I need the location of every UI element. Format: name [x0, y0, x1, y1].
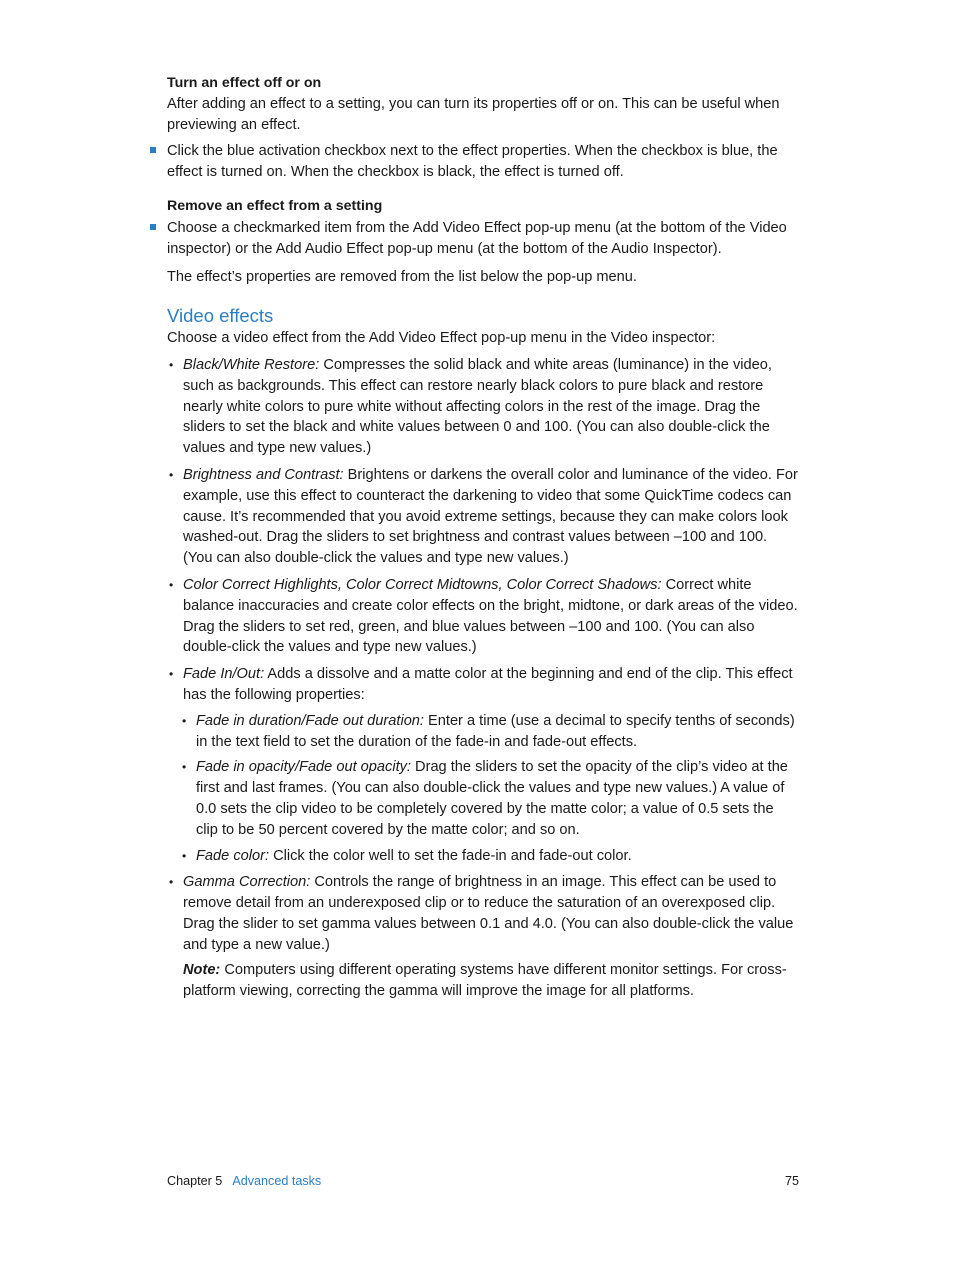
fade-properties-list — [182, 711, 799, 867]
footer-chapter: Chapter 5 — [167, 1174, 223, 1188]
effect-description: Compresses the solid black and white areas (luminance) in the video, such as backgrounds. This effect can restore nearly black colors to pure black and restore nearly white colors to pure white without affecting colors in the rest of the image. Drag the sliders to set the black and white values between 0 and 100. (You can also double-click the values and type new values.) — [183, 356, 772, 457]
list-item: • Gamma Correction: Controls the range of brightness in an image. This effect can be used to remove detail from an underexposed clip or to reduce the saturation of an overexposed clip. Drag the slider to set gamma values between 0.1 and 4.0. (You can also double-click the value and type a new value.) Note: Computers using different operating systems have different monitor settings. For cross-platform viewing, correcting the gamma will improve the image for all platforms. — [183, 872, 799, 1002]
property-description: Click the color well to set the fade-in and fade-out color. — [269, 847, 632, 864]
page-content — [167, 73, 799, 1002]
effect-term: Color Correct Highlights, Color Correct Midtowns, Color Correct Shadows: — [183, 576, 662, 593]
remove-effect-result: The effect’s properties are removed from the list below the pop-up menu. — [167, 269, 637, 286]
video-effects-list — [169, 355, 799, 1002]
list-item: • Black/White Restore: Compresses the solid black and white areas (luminance) in the video, such as backgrounds. This effect can restore nearly black colors to pure black and restore nearly white colors to pure white without affecting colors in the rest of the image. Drag the sliders to set the black and white values between 0 and 100. (You can also double-click the values and type new values.) — [169, 356, 772, 457]
list-item: • Color Correct Highlights, Color Correct Midtowns, Color Correct Shadows: Correct white balance inaccuracies and create color effects on the bright, midtone, or dark areas of the video. Drag the sliders to set red, green, and blue values between –100 and 100. (You can also double-click the values and type new values.) — [169, 576, 798, 656]
list-item: • Brightness and Contrast: Brightens or darkens the overall color and luminance of the video. For example, use this effect to counteract the darkening to video that some QuickTime codecs can cause. It’s recommended that you avoid extreme settings, because they can make colors look washed-out. Drag the sliders to set brightness and contrast values between –100 and 100. (You can also double-click the values and type new values.) — [169, 466, 798, 567]
note-label: Note: — [183, 962, 221, 979]
property-term: Fade in opacity/Fade out opacity: — [196, 759, 411, 776]
turn-effect-heading: Turn an effect off or on — [167, 75, 322, 91]
effect-description: Brightens or darkens the overall color and luminance of the video. For example, use this effect to counteract the darkening to video that some QuickTime codecs can cause. It’s recommended that you avoid extreme settings, because they can make colors look washed-out. Drag the sliders to set brightness and contrast values between –100 and 100. (You can also double-click the values and type new values.) — [183, 466, 798, 567]
effect-term: Black/White Restore: — [183, 356, 320, 373]
list-item: • Fade in duration/Fade out duration: Enter a time (use a decimal to specify tenths of seconds) in the text field to set the duration of the fade-in and fade-out effects. — [182, 712, 795, 750]
effect-description: Controls the range of brightness in an image. This effect can be used to remove detail from an underexposed clip or to reduce the saturation of an overexposed clip. Drag the slider to set gamma values between 0.1 and 4.0. (You can also double-click the value and type a new value.) — [183, 874, 794, 953]
property-term: Fade in duration/Fade out duration: — [196, 712, 424, 729]
property-description: Drag the sliders to set the opacity of the clip’s video at the first and last frames. (You can also double-click the values and type new values.) A value of 0.0 sets the clip video to be completely covered by the matte color; a value of 0.5 sets the clip to be 50 percent covered by the matte color; and so on. — [196, 759, 788, 838]
effect-term: Gamma Correction: — [183, 874, 311, 891]
note-text: Computers using different operating systems have different monitor settings. For cross-platform viewing, correcting the gamma will improve the image for all platforms. — [183, 962, 787, 1000]
video-effects-intro: Choose a video effect from the Add Video Effect pop-up menu in the Video inspector: — [167, 330, 716, 347]
list-item: • Fade In/Out: Adds a dissolve and a matte color at the beginning and end of the clip. This effect has the following properties: • Fade in duration/Fade out duration: Enter a time (use a decimal to specify tenths of seconds) in the text field to set the duration of the fade-in and fade-out effects. • Fade in opacity/Fade out opacity: Drag the sliders to set the opacity of the clip’s video at the first and last frames. (You can also double-click the values and type new values.) A value of 0.0 sets the clip video to be completely covered by the matte color; a value of 0.5 sets the clip to be 50 percent covered by the matte color; and so on. • Fade color: Click the color well to set the fade-in and fade-out color. — [183, 664, 799, 866]
list-item: • Fade in opacity/Fade out opacity: Drag the sliders to set the opacity of the clip’s video at the first and last frames. (You can also double-click the values and type new values.) A value of 0.0 sets the clip video to be completely covered by the matte color; a value of 0.5 sets the clip to be 50 percent covered by the matte color; and so on. — [182, 759, 788, 838]
footer-chapter-title-link[interactable]: Advanced tasks — [232, 1174, 322, 1188]
turn-effect-step — [167, 141, 799, 183]
effect-description: Correct white balance inaccuracies and create color effects on the bright, midtone, or dark areas of the video. Drag the sliders to set red, green, and blue values between –100 and 100. (You can also double-click the values and type new values.) — [183, 576, 798, 656]
effect-term: Fade In/Out: — [183, 666, 265, 683]
gamma-note — [183, 960, 799, 1002]
square-bullet-icon — [150, 224, 156, 230]
property-term: Fade color: — [196, 847, 270, 864]
remove-effect-step — [167, 218, 799, 260]
effect-term: Brightness and Contrast: — [183, 466, 344, 483]
remove-effect-heading: Remove an effect from a setting — [167, 197, 383, 214]
turn-effect-intro: After adding an effect to a setting, you can turn its properties off or on. This can be useful when previewing an effect. — [167, 95, 780, 133]
list-item: • Fade color: Click the color well to set the fade-in and fade-out color. — [182, 847, 632, 864]
section-title-video-effects: Video effects — [167, 305, 274, 327]
turn-effect-step-text: Click the blue activation checkbox next to the effect properties. When the checkbox is blue, the effect is turned on. When the checkbox is black, the effect is turned off. — [167, 143, 778, 181]
square-bullet-icon — [150, 147, 156, 153]
page-number: 75 — [784, 1174, 799, 1188]
page-footer — [167, 1172, 799, 1190]
remove-effect-step-text: Choose a checkmarked item from the Add Video Effect pop-up menu (at the bottom of the Video inspector) or the Add Audio Effect pop-up menu (at the bottom of the Audio Inspector). — [167, 219, 787, 257]
property-description: Enter a time (use a decimal to specify tenths of seconds) in the text field to set the duration of the fade-in and fade-out effects. — [196, 712, 795, 750]
effect-description: Adds a dissolve and a matte color at the beginning and end of the clip. This effect has the following properties: — [183, 666, 793, 703]
